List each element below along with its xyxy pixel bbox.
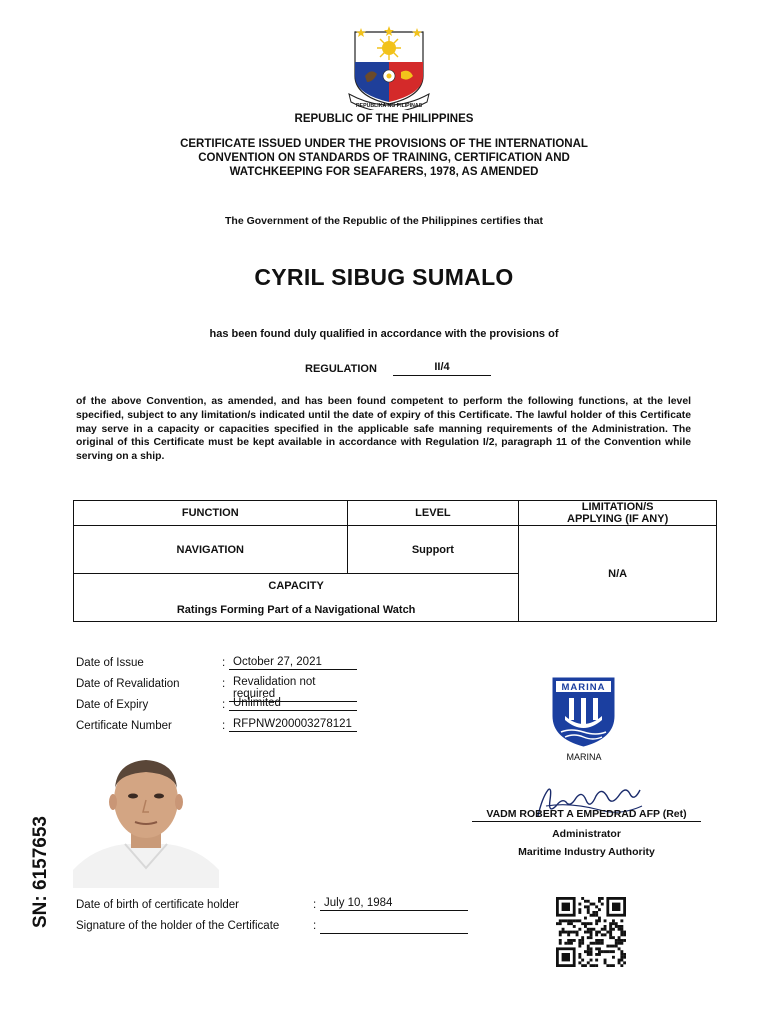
level-header: LEVEL xyxy=(347,501,519,526)
qualified-statement: has been found duly qualified in accordance with the provisions of xyxy=(209,328,559,340)
marina-logo-text: MARINA xyxy=(561,682,606,693)
capacity-value: Ratings Forming Part of a Navigational Watch xyxy=(176,603,416,616)
level-value: Support xyxy=(347,526,519,574)
date-of-issue-label: Date of Issue xyxy=(76,657,144,669)
date-of-birth-value: July 10, 1984 xyxy=(320,897,468,911)
date-of-birth-label: Date of birth of certificate holder xyxy=(76,899,239,911)
function-value: NAVIGATION xyxy=(74,526,348,574)
seal-banner-text: REPUBLIKA NG PILIPINAS xyxy=(355,103,423,109)
republic-heading: REPUBLIC OF THE PHILIPPINES xyxy=(294,113,474,125)
regulation-label: REGULATION xyxy=(305,363,377,375)
colon: : xyxy=(313,920,317,932)
colon: : xyxy=(313,899,317,911)
certificate-title xyxy=(140,137,628,179)
serial-number xyxy=(24,780,54,970)
signatory-organization: Maritime Industry Authority xyxy=(518,846,655,858)
date-of-expiry-value: Unlimited xyxy=(229,697,357,711)
certificate-title-line: WATCHKEEPING FOR SEAFARERS, 1978, AS AMENDED xyxy=(229,166,539,178)
marina-caption: MARINA xyxy=(566,752,602,762)
colon: : xyxy=(222,678,226,690)
convention-paragraph: of the above Convention, as amended, and has been found competent to perform the following functions, at the level specified, subject to any limitation/s indicated until the date of expiry of this Certificate. The lawful holder of this Certificate may serve in a capacity or capacities specified in the applicable safe manning requirements of the Administration. The original of this Certificate must be kept available in accordance with Regulation I/2, paragraph 11 of the Convention while serving on a ship. xyxy=(76,396,691,463)
certificate-title-line: CERTIFICATE ISSUED UNDER THE PROVISIONS OF THE INTERNATIONAL xyxy=(180,138,588,150)
limitation-header xyxy=(519,501,717,526)
signatory-name: VADM ROBERT A EMPEDRAD AFP (Ret) xyxy=(472,808,701,822)
function-table xyxy=(73,500,717,622)
certificate-title-line: CONVENTION ON STANDARDS OF TRAINING, CERTIFICATION AND xyxy=(198,152,570,164)
certificate-number-label: Certificate Number xyxy=(76,720,172,732)
regulation-value: II/4 xyxy=(393,361,491,376)
holder-signature-value xyxy=(320,919,468,934)
serial-number-text: SN: 6157653 xyxy=(30,816,51,928)
limitation-value: N/A xyxy=(519,526,717,622)
date-of-revalidation-value: Revalidation not required xyxy=(229,676,357,702)
certificate-number-value: RFPNW200003278121 xyxy=(229,718,357,732)
capacity-cell xyxy=(74,574,519,622)
date-of-expiry-label: Date of Expiry xyxy=(76,699,149,711)
holder-photo xyxy=(73,748,219,888)
colon: : xyxy=(222,720,226,732)
colon: : xyxy=(222,699,226,711)
signatory-title: Administrator xyxy=(552,828,621,840)
philippine-coat-of-arms-seal xyxy=(347,24,431,110)
marina-shield-logo xyxy=(551,676,616,748)
capacity-label: CAPACITY xyxy=(268,579,324,592)
function-header: FUNCTION xyxy=(74,501,348,526)
holder-signature-label: Signature of the holder of the Certificate xyxy=(76,920,280,932)
colon: : xyxy=(222,657,226,669)
limitation-header-line: APPLYING (IF ANY) xyxy=(567,513,669,525)
limitation-header-line: LIMITATION/S xyxy=(581,501,654,513)
holder-name: CYRIL SIBUG SUMALO xyxy=(254,264,514,290)
date-of-issue-value: October 27, 2021 xyxy=(229,656,357,670)
qr-code xyxy=(556,897,626,967)
date-of-revalidation-label: Date of Revalidation xyxy=(76,678,180,690)
certifies-statement: The Government of the Republic of the Philippines certifies that xyxy=(225,215,543,227)
